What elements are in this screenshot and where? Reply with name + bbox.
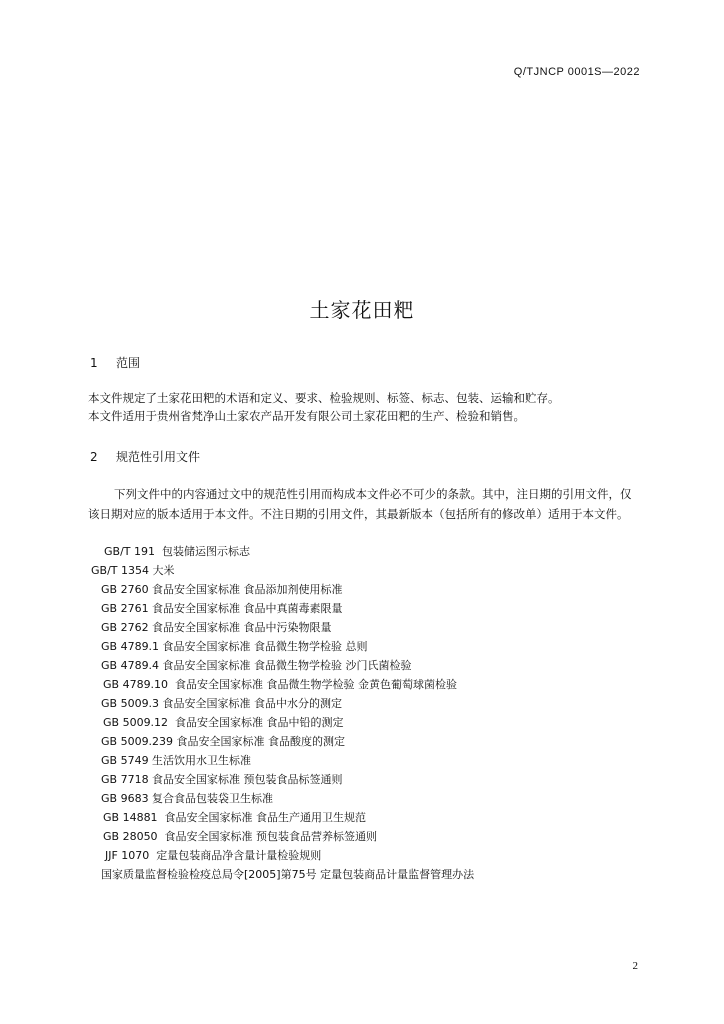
reference-item: GB 5009.3 食品安全国家标准 食品中水分的测定 xyxy=(101,697,343,710)
page-number: 2 xyxy=(632,960,638,972)
reference-item: GB 4789.1 食品安全国家标准 食品微生物学检验 总则 xyxy=(101,640,368,653)
reference-item: GB 14881 食品安全国家标准 食品生产通用卫生规范 xyxy=(103,811,367,824)
section-title: 规范性引用文件 xyxy=(116,450,201,464)
normative-refs-intro: 下列文件中的内容通过文中的规范性引用而构成本文件必不可少的条款。其中，注日期的引用文件，仅该日期对应的版本适用于本文件。不注日期的引用文件，其最新版本（包括所有的修改单）适用于本文件。 xyxy=(88,487,632,521)
section-heading-normative-refs xyxy=(90,448,200,465)
reference-item: GB/T 191 包装储运图示标志 xyxy=(104,545,250,558)
reference-item: GB/T 1354 大米 xyxy=(91,564,175,577)
document-title: 土家花田粑 xyxy=(309,298,415,322)
reference-item: GB 2760 食品安全国家标准 食品添加剂使用标准 xyxy=(101,583,343,596)
scope-paragraph-2: 本文件适用于贵州省梵净山土家农产品开发有限公司土家花田粑的生产、检验和销售。 xyxy=(88,409,525,423)
reference-item: GB 7718 食品安全国家标准 预包装食品标签通则 xyxy=(101,773,343,786)
section-number: 1 xyxy=(90,356,98,370)
reference-item: GB 9683 复合食品包装袋卫生标准 xyxy=(101,792,274,805)
section-number: 2 xyxy=(90,450,98,464)
reference-item: GB 5009.12 食品安全国家标准 食品中铅的测定 xyxy=(103,716,344,729)
document-code: Q/TJNCP 0001S—2022 xyxy=(513,66,640,78)
reference-item: GB 2762 食品安全国家标准 食品中污染物限量 xyxy=(101,621,332,634)
reference-item: GB 28050 食品安全国家标准 预包装食品营养标签通则 xyxy=(103,830,378,843)
scope-paragraph-1: 本文件规定了土家花田粑的术语和定义、要求、检验规则、标签、标志、包装、运输和贮存。 xyxy=(88,391,560,405)
reference-item: GB 4789.10 食品安全国家标准 食品微生物学检验 金黄色葡萄球菌检验 xyxy=(103,678,458,691)
reference-item: GB 5749 生活饮用水卫生标准 xyxy=(101,754,252,767)
reference-item: 国家质量监督检验检疫总局令[2005]第75号 定量包装商品计量监督管理办法 xyxy=(101,868,475,881)
reference-item: JJF 1070 定量包装商品净含量计量检验规则 xyxy=(105,849,322,862)
section-title: 范围 xyxy=(116,356,141,370)
reference-item: GB 2761 食品安全国家标准 食品中真菌毒素限量 xyxy=(101,602,343,615)
reference-item: GB 5009.239 食品安全国家标准 食品酸度的测定 xyxy=(101,735,346,748)
reference-item: GB 4789.4 食品安全国家标准 食品微生物学检验 沙门氏菌检验 xyxy=(101,659,412,672)
section-heading-scope xyxy=(90,354,140,371)
